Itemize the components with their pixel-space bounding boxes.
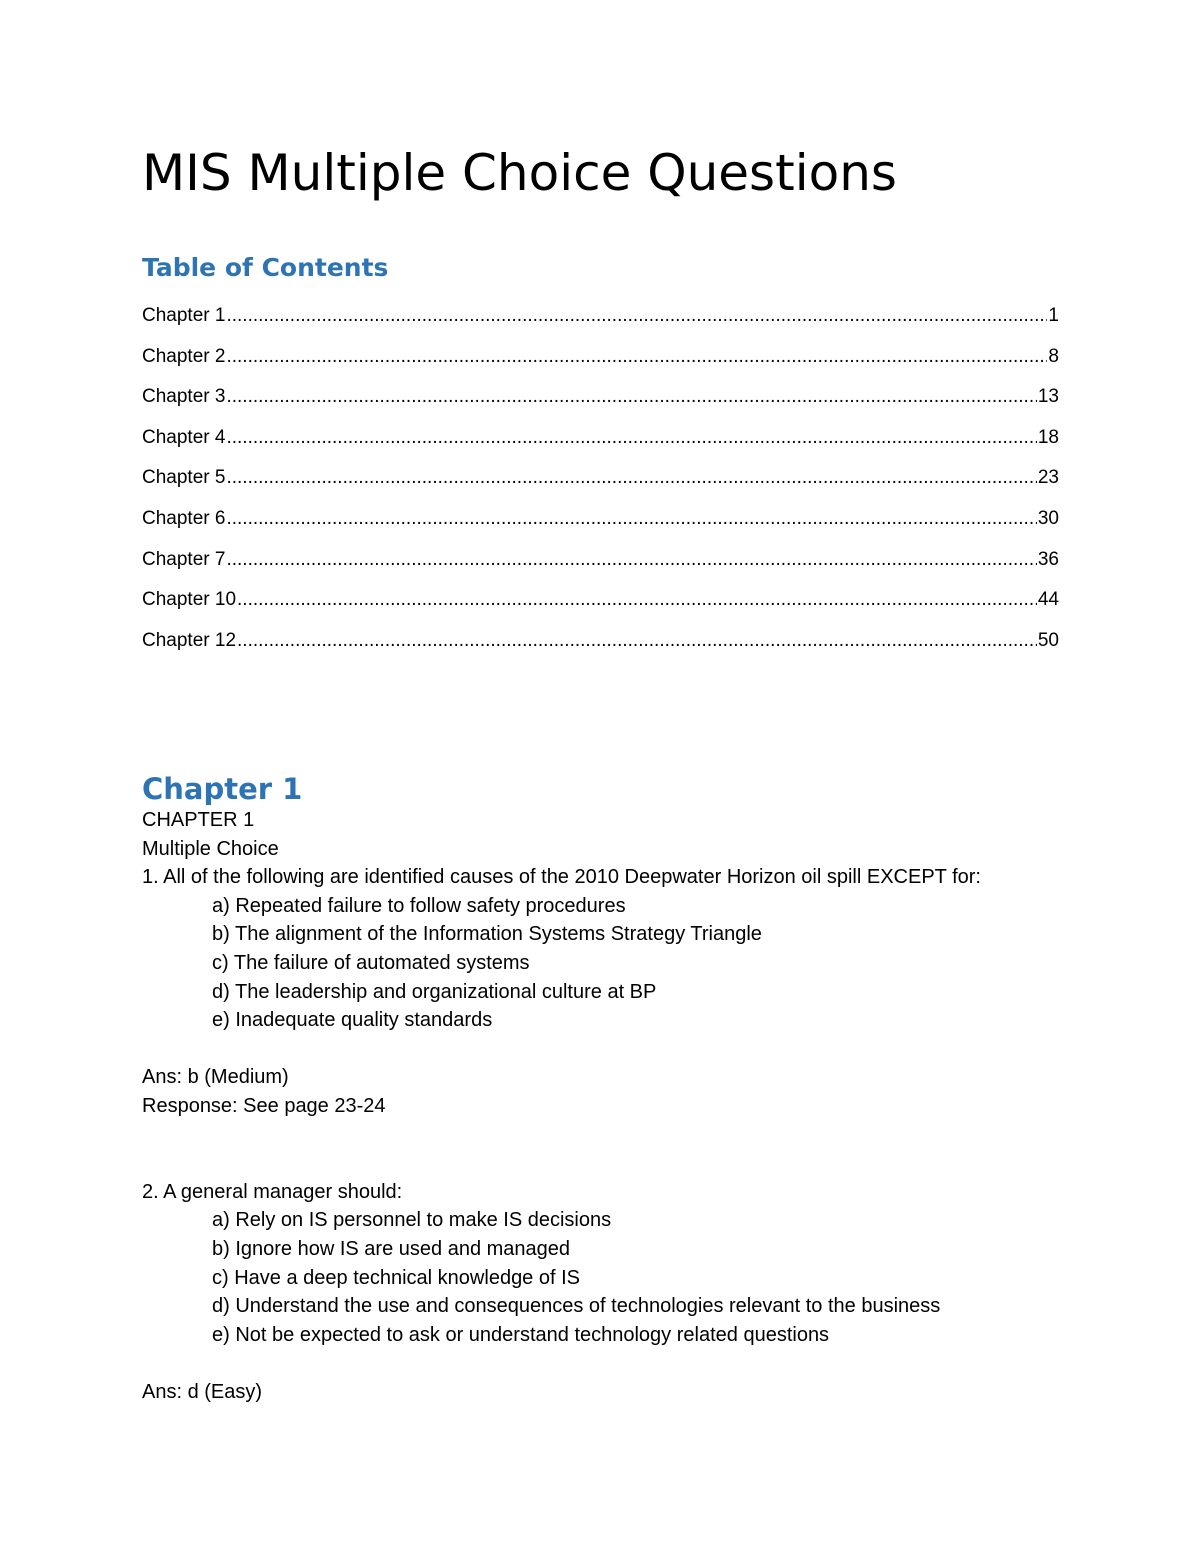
toc-entry-label: Chapter 1: [142, 305, 226, 326]
toc-entry-chapter-12[interactable]: [142, 623, 1059, 664]
answer-option: e) Not be expected to ask or understand technology related questions: [212, 1323, 830, 1346]
toc-entry-label: Chapter 4: [142, 426, 226, 448]
toc-entry-page: 18: [1037, 426, 1059, 448]
answer-key: Ans: b (Medium): [142, 1066, 289, 1089]
answer-option: b) Ignore how IS are used and managed: [212, 1237, 571, 1260]
spacer: [142, 1121, 1142, 1178]
toc-entry-label: Chapter 3: [142, 386, 226, 408]
toc-entry-chapter-10[interactable]: [142, 582, 1059, 623]
answer-response: Response: See page 23-24: [142, 1094, 386, 1117]
toc-entry-chapter-2[interactable]: [142, 339, 1059, 380]
toc-entry-label: Chapter 5: [142, 467, 226, 489]
toc-dot-leader: [226, 542, 1036, 578]
chapter-body: [142, 806, 1142, 1406]
answer-option: d) The leadership and organizational culture at BP: [212, 980, 657, 1003]
toc-entry-label: Chapter 7: [142, 548, 226, 570]
spacer: [142, 1349, 1142, 1378]
toc-entry-page: 23: [1037, 467, 1059, 489]
toc-entry-page: 1: [1048, 305, 1059, 326]
toc-entry-chapter-7[interactable]: [142, 542, 1059, 583]
toc-dot-leader: [226, 298, 1047, 334]
toc-heading: Table of Contents: [142, 253, 389, 282]
toc-entry-page: 44: [1037, 589, 1059, 611]
toc-dot-leader: [237, 582, 1037, 618]
toc-dot-leader: [226, 339, 1047, 375]
chapter-heading: Chapter 1: [142, 772, 303, 806]
question-text: 2. A general manager should:: [142, 1180, 403, 1203]
answer-option: a) Repeated failure to follow safety procedures: [212, 894, 626, 917]
toc-entry-chapter-4[interactable]: [142, 420, 1059, 461]
toc-dot-leader: [237, 623, 1037, 659]
toc-entry-label: Chapter 2: [142, 345, 226, 367]
question-text: 1. All of the following are identified causes of the 2010 Deepwater Horizon oil spill EXCEPT for:: [142, 866, 981, 889]
answer-option: c) Have a deep technical knowledge of IS: [212, 1266, 580, 1289]
answer-option: c) The failure of automated systems: [212, 951, 530, 974]
toc-dot-leader: [226, 379, 1036, 415]
answer-option: b) The alignment of the Information Systems Strategy Triangle: [212, 923, 762, 946]
toc-entry-page: 30: [1037, 507, 1059, 529]
section-label: Multiple Choice: [142, 837, 279, 860]
table-of-contents: [142, 298, 1059, 663]
toc-entry-chapter-6[interactable]: [142, 501, 1059, 542]
toc-entry-page: 8: [1048, 345, 1059, 367]
toc-dot-leader: [226, 501, 1036, 537]
toc-entry-page: 50: [1037, 629, 1059, 651]
answer-key: Ans: d (Easy): [142, 1380, 263, 1403]
answer-option: e) Inadequate quality standards: [212, 1009, 493, 1032]
answer-option: a) Rely on IS personnel to make IS decisions: [212, 1209, 612, 1232]
toc-entry-page: 36: [1037, 548, 1059, 570]
chapter-label: CHAPTER 1: [142, 809, 255, 831]
toc-entry-label: Chapter 10: [142, 589, 237, 611]
toc-entry-page: 13: [1037, 386, 1059, 408]
toc-dot-leader: [226, 460, 1036, 496]
toc-entry-chapter-1[interactable]: [142, 298, 1059, 339]
toc-entry-chapter-3[interactable]: [142, 379, 1059, 420]
document-title: MIS Multiple Choice Questions: [142, 144, 897, 202]
toc-entry-label: Chapter 12: [142, 629, 237, 651]
toc-entry-label: Chapter 6: [142, 507, 226, 529]
toc-dot-leader: [226, 420, 1036, 456]
answer-option: d) Understand the use and consequences of technologies relevant to the business: [212, 1295, 941, 1318]
spacer: [142, 1035, 1142, 1064]
toc-entry-chapter-5[interactable]: [142, 460, 1059, 501]
